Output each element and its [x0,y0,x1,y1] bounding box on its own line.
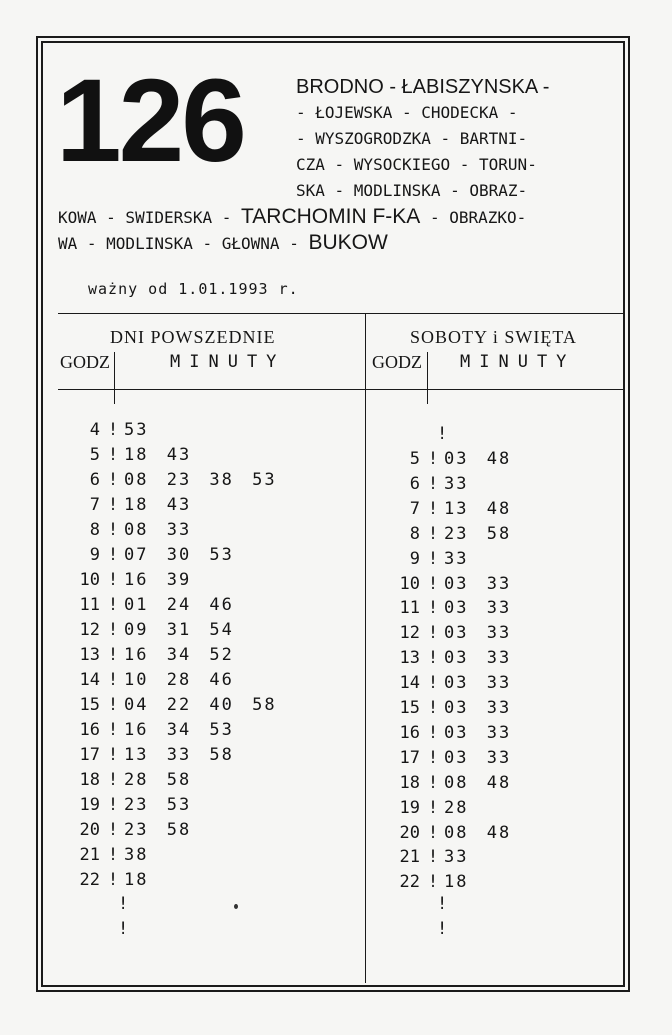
schedule-row [386,499,511,519]
hour-cell: 16 [79,720,100,740]
schedule-row [66,820,191,840]
hour-cell: 5 [89,445,100,465]
holidays-minutes-label: MINUTY [460,352,576,372]
hour-cell: 8 [89,520,100,540]
row-separator: ! [107,470,119,490]
hour-cell: 10 [79,570,100,590]
schedule-row [66,845,148,865]
route-stop-tarchomin: TARCHOMIN F-KA [241,205,421,228]
weekdays-hour-label: GODZ [60,352,110,372]
minutes-cell: 03 33 [444,598,512,619]
hour-cell: 5 [409,449,420,469]
minutes-cell: 03 48 [444,449,512,469]
hour-cell: 17 [79,745,100,765]
minutes-cell: 04 22 40 58 [124,695,277,715]
schedule-row [386,798,468,818]
schedule-row [66,545,234,565]
hour-cell: 21 [399,847,420,868]
minutes-cell: 10 28 46 [124,670,234,690]
minutes-cell: 08 33 [124,520,192,540]
weekdays-minutes-label: MINUTY [170,352,286,372]
schedule-row [66,720,234,740]
route-stop-bukow: BUKOW [308,231,388,254]
route-line-7: WA - MODLINSKA - GŁOWNA - BUKOW [58,231,388,254]
schedule-row [66,770,191,790]
hour-cell: 11 [79,595,100,615]
row-separator: ! [427,822,439,843]
minutes-cell: 23 58 [444,523,512,544]
schedule-row [66,470,277,490]
row-separator: ! [427,747,439,768]
schedule-row [386,598,511,618]
hour-cell: 18 [399,772,420,793]
schedule-row [386,847,468,867]
hour-cell: 9 [409,548,420,569]
schedule-row [66,420,148,440]
schedule-row [386,748,511,768]
minutes-cell: 09 31 54 [124,620,234,640]
weekdays-trailing-tick: ! [118,919,129,939]
minutes-cell: 03 33 [444,747,512,768]
hour-cell: 14 [399,673,420,694]
schedule-row [386,823,511,843]
schedule-row [66,670,234,690]
hour-cell: 6 [409,473,420,494]
minutes-cell: 07 30 53 [124,545,234,565]
row-separator: ! [107,570,119,590]
row-separator: ! [107,745,119,765]
minutes-cell: 08 48 [444,772,512,793]
schedule-row [66,620,234,640]
schedule-row [66,795,191,815]
minutes-cell: 16 39 [124,570,192,590]
valid-from: ważny od 1.01.1993 r. [88,280,299,298]
hour-cell: 20 [399,822,420,843]
row-separator: ! [107,520,119,540]
minutes-cell: 28 58 [124,770,192,790]
minutes-cell: 03 33 [444,573,512,594]
minutes-cell: 08 23 38 53 [124,470,277,490]
schedule-row [386,872,468,892]
row-separator: ! [107,420,119,440]
row-separator: ! [427,523,439,544]
schedule-row [386,474,468,494]
row-separator: ! [107,595,119,615]
weekdays-header-divider [114,352,115,404]
row-separator: ! [427,872,439,893]
hour-cell: 6 [89,470,100,490]
schedule-row [386,623,511,643]
hour-cell: 9 [89,545,100,565]
row-separator: ! [107,695,119,715]
row-separator: ! [427,498,439,519]
minutes-cell: 33 [444,548,469,569]
row-separator: ! [427,473,439,494]
schedule-row [66,495,191,515]
holidays-title: SOBOTY i SWIĘTA [410,327,577,347]
hour-cell: 21 [79,845,100,865]
weekdays-trailing-tick: ! [118,894,129,914]
row-separator: ! [107,620,119,640]
hour-cell: 13 [79,645,100,665]
minutes-cell: 03 33 [444,722,512,743]
row-separator: ! [427,598,439,619]
minutes-cell: 13 33 58 [124,745,234,765]
schedule-row [386,449,511,469]
route-line-4: CZA - WYSOCKIEGO - TORUN- [296,155,537,174]
weekdays-title: DNI POWSZEDNIE [110,327,276,347]
hour-cell: 16 [399,722,420,743]
row-separator: ! [107,445,119,465]
hour-cell: 10 [399,573,420,594]
hour-cell: 15 [79,695,100,715]
hour-cell: 11 [399,598,420,619]
minutes-cell: 16 34 53 [124,720,234,740]
row-separator: ! [427,623,439,644]
minutes-cell: 18 [124,870,149,890]
minutes-cell: 23 53 [124,795,192,815]
row-separator: ! [427,722,439,743]
minutes-cell: 03 33 [444,673,512,694]
minutes-cell: 38 [124,845,149,865]
minutes-cell: 18 [444,872,469,893]
minutes-cell: 03 33 [444,698,512,718]
row-separator: ! [107,670,119,690]
minutes-cell: 18 43 [124,445,192,465]
hour-cell: 17 [399,747,420,768]
minutes-cell: 23 58 [124,820,192,840]
row-separator: ! [427,548,439,569]
header-bottom-rule [58,389,624,390]
hour-cell: 7 [409,498,420,519]
hour-cell: 7 [89,495,100,515]
row-separator: ! [427,797,439,818]
minutes-cell: 03 33 [444,648,512,669]
row-separator: ! [427,847,439,868]
schedule-row [66,595,234,615]
schedule-row [66,570,191,590]
table-top-rule [58,313,624,314]
row-separator: ! [107,495,119,515]
schedule-row [386,524,511,544]
minutes-cell: 18 43 [124,495,192,515]
route-line-3: - WYSZOGRODZKA - BARTNI- [296,129,528,148]
hour-cell: 22 [79,870,100,890]
row-separator: ! [427,449,439,469]
holidays-hour-label: GODZ [372,352,422,372]
holidays-trailing-tick: ! [437,919,448,939]
row-separator: ! [107,845,119,865]
hour-cell: 12 [79,620,100,640]
minutes-cell: 33 [444,847,469,868]
schedule-row [66,870,148,890]
row-separator: ! [427,573,439,594]
column-divider [365,313,366,983]
holidays-leading-tick: ! [437,424,448,444]
minutes-cell: 33 [444,473,469,494]
row-separator: ! [427,772,439,793]
row-separator: ! [107,545,119,565]
hour-cell: 15 [399,698,420,718]
minutes-cell: 03 33 [444,623,512,644]
hour-cell: 20 [79,820,100,840]
minutes-cell: 53 [124,420,149,440]
row-separator: ! [107,720,119,740]
minutes-cell: 13 48 [444,498,512,519]
row-separator: ! [107,770,119,790]
schedule-row [386,574,511,594]
hour-cell: 22 [399,872,420,893]
hour-cell: 19 [399,797,420,818]
row-separator: ! [107,820,119,840]
schedule-row [386,648,511,668]
row-separator: ! [107,645,119,665]
schedule-row [386,549,468,569]
row-separator: ! [427,698,439,718]
schedule-row [66,745,234,765]
hour-cell: 13 [399,648,420,669]
schedule-row [66,520,191,540]
holidays-trailing-tick: ! [437,894,448,914]
minutes-cell: 01 24 46 [124,595,234,615]
hour-cell: 14 [79,670,100,690]
route-line-2: - ŁOJEWSKA - CHODECKA - [296,103,518,122]
ink-speck [234,904,238,909]
schedule-row [66,695,277,715]
hour-cell: 4 [89,420,100,440]
route-number: 126 [56,55,244,187]
schedule-row [386,773,511,793]
route-line-6: KOWA - SWIDERSKA - TARCHOMIN F-KA - OBRAZKO- [58,205,527,228]
schedule-row [66,445,191,465]
schedule-row [66,645,234,665]
holidays-header-divider [427,352,428,404]
minutes-cell: 28 [444,797,469,818]
hour-cell: 12 [399,623,420,644]
row-separator: ! [107,870,119,890]
hour-cell: 18 [79,770,100,790]
row-separator: ! [427,648,439,669]
minutes-cell: 08 48 [444,822,512,843]
schedule-row [386,723,511,743]
hour-cell: 19 [79,795,100,815]
schedule-row [386,698,511,718]
hour-cell: 8 [409,523,420,544]
row-separator: ! [427,673,439,694]
row-separator: ! [107,795,119,815]
route-line-5: SKA - MODLINSKA - OBRAZ- [296,181,528,200]
route-line-1: BRODNO - ŁABISZYNSKA - [296,76,550,98]
schedule-row [386,673,511,693]
minutes-cell: 16 34 52 [124,645,234,665]
